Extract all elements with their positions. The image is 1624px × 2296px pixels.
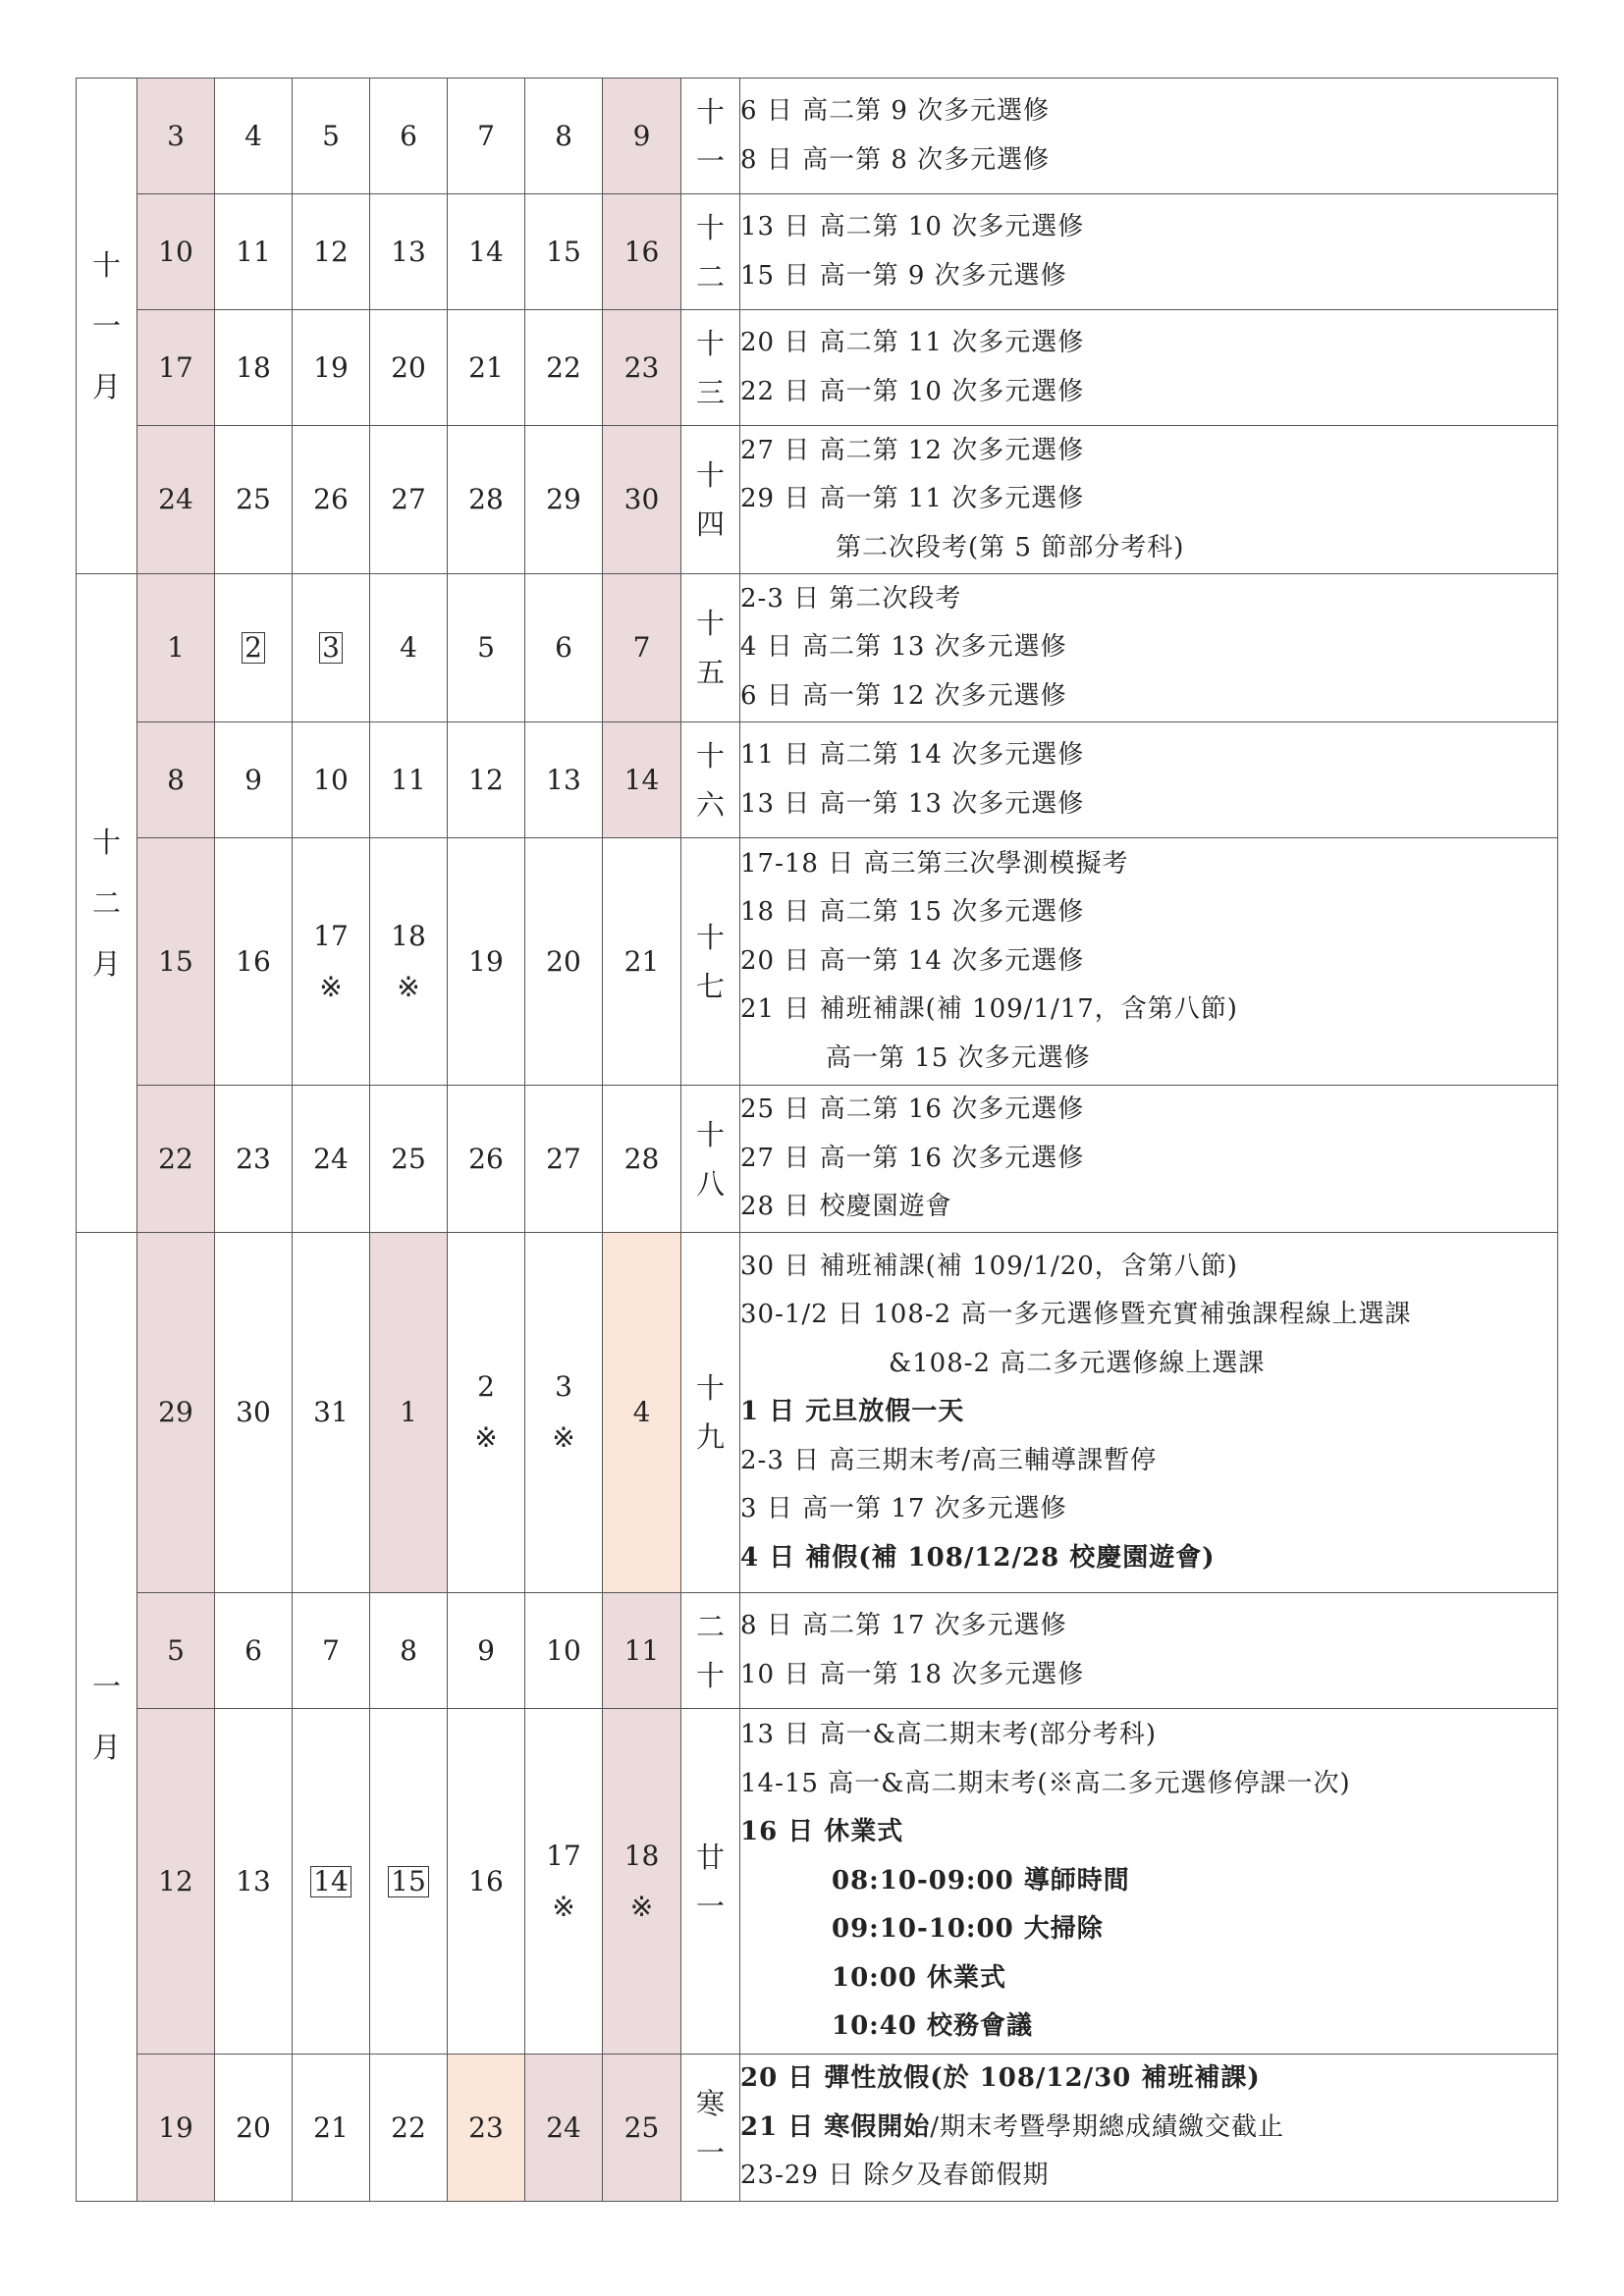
event-line: 20 日 高二第 11 次多元選修 — [740, 328, 1085, 357]
week-char: 寒 — [695, 2086, 725, 2120]
event-line: 8 日 高二第 17 次多元選修 — [740, 1611, 1067, 1640]
day-number: 17 — [546, 1839, 581, 1872]
week-row — [77, 2055, 1558, 2202]
day-cell — [448, 194, 525, 310]
event-line: 25 日 高二第 16 次多元選修 — [740, 1095, 1085, 1125]
reference-mark: ※ — [552, 1890, 575, 1923]
day-cell — [603, 194, 681, 310]
event-line: 18 日 高二第 15 次多元選修 — [740, 897, 1085, 928]
day-cell — [370, 1233, 448, 1593]
day-number: 14 — [310, 1866, 352, 1897]
event-line: 10:00 休業式 — [832, 1962, 1007, 1993]
event-line: 29 日 高一第 11 次多元選修 — [740, 484, 1085, 514]
event-line: 21 日 寒假開始/期末考暨學期總成績繳交截止 — [740, 2111, 1285, 2142]
day-number: 30 — [236, 1396, 271, 1428]
reference-mark: ※ — [629, 1890, 654, 1923]
day-cell — [370, 1593, 448, 1709]
day-cell — [448, 2055, 525, 2202]
day-cell — [525, 1593, 603, 1709]
day-cell — [448, 1233, 525, 1593]
day-cell — [525, 1086, 603, 1233]
day-cell — [370, 426, 448, 574]
day-cell — [603, 310, 681, 426]
day-number: 29 — [546, 483, 581, 515]
week-number — [681, 1233, 740, 1593]
week-char: 四 — [695, 507, 725, 541]
day-number: 22 — [158, 1142, 193, 1175]
day-number: 20 — [546, 944, 581, 978]
week-number — [681, 1709, 740, 2055]
month-char: 一 — [91, 309, 121, 343]
day-cell — [448, 310, 525, 426]
event-bold-part: 21 日 寒假開始 — [740, 2111, 931, 2142]
day-cell — [525, 310, 603, 426]
day-number: 28 — [468, 483, 504, 515]
day-cell — [525, 574, 603, 722]
month-char: 月 — [91, 370, 121, 403]
day-number: 20 — [236, 2110, 271, 2144]
day-cell — [215, 310, 293, 426]
week-number — [681, 838, 740, 1086]
day-number: 18 — [236, 350, 271, 384]
event-notes — [740, 1709, 1558, 2055]
day-number: 26 — [468, 1142, 504, 1175]
week-char: 十 — [695, 458, 725, 492]
event-notes — [740, 2055, 1558, 2202]
day-cell — [215, 194, 293, 310]
day-cell — [293, 1593, 370, 1709]
day-cell — [137, 722, 215, 838]
event-line: 15 日 高一第 9 次多元選修 — [740, 260, 1067, 291]
day-number: 16 — [468, 1864, 504, 1897]
day-cell — [137, 574, 215, 722]
day-cell — [215, 722, 293, 838]
day-number: 20 — [391, 350, 426, 384]
month-char: 十 — [91, 248, 121, 282]
day-cell — [603, 426, 681, 574]
day-cell — [525, 1233, 603, 1593]
event-line: 6 日 高二第 9 次多元選修 — [740, 96, 1051, 126]
day-cell — [370, 79, 448, 194]
day-number: 2 — [477, 1370, 495, 1403]
day-cell — [137, 1709, 215, 2055]
day-number: 9 — [244, 763, 262, 796]
event-line: 13 日 高一&高二期末考(部分考科) — [740, 1720, 1158, 1750]
day-cell — [370, 838, 448, 1086]
day-number: 24 — [546, 2110, 581, 2144]
day-number: 1 — [167, 631, 185, 664]
week-char: 二 — [695, 259, 725, 294]
event-line: 20 日 高一第 14 次多元選修 — [740, 945, 1085, 976]
event-notes — [740, 426, 1558, 574]
day-number: 6 — [400, 119, 417, 152]
day-number: 8 — [555, 119, 572, 152]
day-number: 11 — [391, 763, 426, 796]
event-line: 22 日 高一第 10 次多元選修 — [740, 376, 1085, 406]
day-cell — [525, 426, 603, 574]
day-number: 25 — [623, 2110, 660, 2144]
month-label — [77, 1233, 137, 2202]
week-char: 三 — [695, 375, 725, 409]
week-char: 九 — [695, 1420, 725, 1454]
day-cell — [293, 1233, 370, 1593]
day-number: 11 — [236, 235, 271, 268]
day-number: 23 — [236, 1142, 271, 1175]
week-char: 十 — [695, 1658, 725, 1692]
day-number: 5 — [322, 119, 340, 152]
day-number: 12 — [313, 235, 349, 268]
day-number: 21 — [468, 350, 504, 384]
day-cell — [293, 2055, 370, 2202]
event-notes — [740, 722, 1558, 838]
event-line: 27 日 高一第 16 次多元選修 — [740, 1143, 1085, 1173]
day-cell — [293, 79, 370, 194]
day-number: 19 — [313, 350, 349, 384]
day-number: 30 — [623, 483, 660, 515]
day-number: 12 — [158, 1864, 193, 1897]
day-cell — [603, 722, 681, 838]
day-number: 5 — [167, 1633, 185, 1667]
event-notes — [740, 194, 1558, 310]
day-number: 13 — [546, 763, 581, 796]
day-number: 4 — [632, 1396, 651, 1428]
week-row — [77, 1593, 1558, 1709]
day-number: 17 — [313, 919, 349, 952]
day-cell — [448, 574, 525, 722]
event-notes — [740, 1086, 1558, 1233]
event-line: 13 日 高二第 10 次多元選修 — [740, 212, 1085, 241]
event-line: 20 日 彈性放假(於 108/12/30 補班補課) — [740, 2063, 1261, 2094]
day-cell — [370, 310, 448, 426]
day-number: 3 — [555, 1370, 572, 1403]
day-cell — [293, 838, 370, 1086]
day-cell — [215, 2055, 293, 2202]
event-line: 30-1/2 日 108-2 高一多元選修暨充實補強課程線上選課 — [740, 1300, 1412, 1330]
event-line: 17-18 日 高三第三次學測模擬考 — [740, 848, 1129, 879]
day-cell — [215, 574, 293, 722]
day-cell — [293, 310, 370, 426]
event-notes — [740, 1593, 1558, 1709]
day-cell — [603, 574, 681, 722]
day-cell — [448, 426, 525, 574]
day-cell — [370, 722, 448, 838]
day-cell — [215, 1086, 293, 1233]
event-line: 10:40 校務會議 — [832, 2011, 1034, 2042]
day-cell — [448, 838, 525, 1086]
week-char: 十 — [695, 94, 725, 129]
day-cell — [370, 574, 448, 722]
event-line: 13 日 高一第 13 次多元選修 — [740, 788, 1085, 819]
week-row — [77, 194, 1558, 310]
day-cell — [525, 194, 603, 310]
day-number: 29 — [158, 1396, 193, 1428]
day-number: 21 — [623, 944, 660, 978]
day-cell — [293, 426, 370, 574]
day-number: 18 — [391, 919, 426, 952]
event-line: 30 日 補班補課(補 109/1/20，含第八節) — [740, 1251, 1238, 1281]
week-char: 五 — [695, 656, 725, 689]
event-line: 23-29 日 除夕及春節假期 — [740, 2161, 1050, 2191]
week-row — [77, 1233, 1558, 1593]
school-calendar-table — [76, 78, 1558, 2202]
day-cell — [370, 1709, 448, 2055]
day-cell — [293, 722, 370, 838]
event-line: 4 日 補假(補 108/12/28 校慶園遊會) — [740, 1542, 1216, 1573]
day-cell — [137, 194, 215, 310]
day-cell — [448, 1086, 525, 1233]
day-cell — [603, 1593, 681, 1709]
event-line: 6 日 高一第 12 次多元選修 — [740, 680, 1067, 711]
day-number: 24 — [158, 483, 193, 515]
week-number — [681, 426, 740, 574]
day-number: 15 — [388, 1866, 429, 1897]
event-line: 2-3 日 第二次段考 — [740, 583, 962, 614]
day-number: 10 — [546, 1633, 581, 1667]
event-line: 27 日 高二第 12 次多元選修 — [740, 435, 1085, 465]
event-notes — [740, 574, 1558, 722]
week-number — [681, 79, 740, 194]
event-line: 09:10-10:00 大掃除 — [832, 1914, 1104, 1945]
day-number: 14 — [623, 763, 660, 796]
day-cell — [215, 1593, 293, 1709]
day-cell — [137, 1593, 215, 1709]
day-number: 4 — [244, 119, 262, 152]
day-number: 15 — [546, 235, 581, 268]
day-number: 9 — [477, 1633, 495, 1667]
day-number: 23 — [623, 350, 660, 384]
day-number: 6 — [555, 631, 572, 664]
month-label — [77, 574, 137, 1233]
day-cell — [448, 1709, 525, 2055]
day-number: 25 — [391, 1142, 426, 1175]
week-char: 十 — [695, 1117, 725, 1151]
week-char: 十 — [695, 1371, 725, 1405]
day-cell — [293, 1709, 370, 2055]
week-char: 一 — [695, 143, 725, 178]
day-cell — [603, 1233, 681, 1593]
event-line: 08:10-09:00 導師時間 — [832, 1865, 1130, 1896]
day-cell — [525, 838, 603, 1086]
day-number: 12 — [468, 763, 504, 796]
day-cell — [293, 194, 370, 310]
day-number: 4 — [400, 631, 417, 664]
week-char: 十 — [695, 920, 725, 954]
week-char: 一 — [695, 2135, 725, 2169]
event-line: 28 日 校慶園遊會 — [740, 1192, 952, 1222]
week-number — [681, 1086, 740, 1233]
day-cell — [215, 838, 293, 1086]
week-row — [77, 79, 1558, 194]
event-line: 4 日 高二第 13 次多元選修 — [740, 632, 1067, 663]
day-number: 3 — [319, 632, 343, 664]
day-number: 7 — [477, 119, 495, 152]
day-cell — [525, 1709, 603, 2055]
day-number: 8 — [167, 763, 185, 796]
week-number — [681, 2055, 740, 2202]
event-line: 高一第 15 次多元選修 — [826, 1042, 1091, 1073]
reference-mark: ※ — [319, 970, 343, 1003]
month-char: 一 — [91, 1670, 121, 1703]
week-number — [681, 722, 740, 838]
day-number: 28 — [623, 1142, 660, 1175]
month-char: 十 — [91, 826, 121, 859]
day-number: 13 — [236, 1864, 271, 1897]
day-cell — [370, 1086, 448, 1233]
day-number: 27 — [546, 1142, 581, 1175]
event-line: 第二次段考(第 5 節部分考科) — [836, 532, 1185, 562]
event-notes — [740, 1233, 1558, 1593]
event-line: 16 日 休業式 — [740, 1817, 904, 1847]
day-cell — [448, 722, 525, 838]
week-char: 十 — [695, 607, 725, 640]
day-number: 22 — [391, 2110, 426, 2144]
week-char: 十 — [695, 210, 725, 244]
reference-mark: ※ — [552, 1421, 575, 1454]
day-cell — [603, 2055, 681, 2202]
day-number: 18 — [623, 1839, 660, 1872]
event-line: 8 日 高一第 8 次多元選修 — [740, 144, 1051, 175]
day-cell — [370, 194, 448, 310]
day-number: 23 — [468, 2110, 504, 2144]
event-line: 10 日 高一第 18 次多元選修 — [740, 1659, 1085, 1689]
week-char: 七 — [695, 969, 725, 1003]
event-notes — [740, 79, 1558, 194]
day-cell — [293, 1086, 370, 1233]
week-row — [77, 1709, 1558, 2055]
day-cell — [448, 79, 525, 194]
month-char: 月 — [91, 947, 121, 981]
event-notes — [740, 838, 1558, 1086]
event-line: 2-3 日 高三期末考/高三輔導課暫停 — [740, 1445, 1158, 1475]
month-label — [77, 79, 137, 574]
day-cell — [215, 1233, 293, 1593]
day-number: 24 — [313, 1142, 349, 1175]
day-number: 22 — [546, 350, 581, 384]
event-line: &108-2 高二多元選修線上選課 — [889, 1348, 1266, 1378]
day-number: 2 — [242, 632, 265, 664]
day-cell — [603, 1709, 681, 2055]
day-cell — [137, 1086, 215, 1233]
day-number: 7 — [632, 631, 651, 664]
week-char: 八 — [695, 1166, 725, 1201]
day-cell — [603, 838, 681, 1086]
day-number: 5 — [477, 631, 495, 664]
week-char: 十 — [695, 738, 725, 773]
day-number: 9 — [632, 119, 651, 152]
day-number: 1 — [400, 1396, 417, 1428]
day-cell — [603, 1086, 681, 1233]
day-number: 8 — [400, 1633, 417, 1667]
week-char: 廿 — [695, 1840, 725, 1874]
day-number: 17 — [158, 350, 193, 384]
week-row — [77, 722, 1558, 838]
day-cell — [137, 838, 215, 1086]
week-number — [681, 574, 740, 722]
week-char: 一 — [695, 1889, 725, 1923]
day-number: 19 — [158, 2110, 193, 2144]
event-line: 11 日 高二第 14 次多元選修 — [740, 740, 1085, 770]
day-cell — [525, 722, 603, 838]
event-line: 3 日 高一第 17 次多元選修 — [740, 1494, 1067, 1524]
day-number: 26 — [313, 483, 349, 515]
week-char: 十 — [695, 326, 725, 360]
day-cell — [293, 574, 370, 722]
day-cell — [525, 79, 603, 194]
day-number: 14 — [468, 235, 504, 268]
day-cell — [137, 426, 215, 574]
event-notes — [740, 310, 1558, 426]
day-number: 27 — [391, 483, 426, 515]
day-number: 3 — [167, 119, 185, 152]
day-number: 6 — [244, 1633, 262, 1667]
day-number: 16 — [623, 235, 660, 268]
day-cell — [370, 2055, 448, 2202]
day-number: 13 — [391, 235, 426, 268]
week-number — [681, 1593, 740, 1709]
week-char: 六 — [695, 787, 725, 822]
day-cell — [525, 2055, 603, 2202]
month-char: 二 — [91, 886, 121, 920]
week-row — [77, 1086, 1558, 1233]
day-number: 16 — [236, 944, 271, 978]
day-cell — [215, 1709, 293, 2055]
day-cell — [137, 310, 215, 426]
day-cell — [137, 1233, 215, 1593]
day-number: 10 — [313, 763, 349, 796]
day-number: 7 — [322, 1633, 340, 1667]
day-cell — [448, 1593, 525, 1709]
day-cell — [137, 79, 215, 194]
reference-mark: ※ — [474, 1421, 498, 1454]
week-row — [77, 426, 1558, 574]
week-number — [681, 194, 740, 310]
week-number — [681, 310, 740, 426]
day-cell — [215, 426, 293, 574]
event-line: 1 日 元旦放假一天 — [740, 1397, 965, 1427]
day-number: 19 — [468, 944, 504, 978]
day-number: 10 — [158, 235, 193, 268]
week-row — [77, 310, 1558, 426]
day-cell — [603, 79, 681, 194]
day-number: 15 — [158, 944, 193, 978]
week-row — [77, 838, 1558, 1086]
day-number: 11 — [623, 1633, 660, 1667]
day-cell — [215, 79, 293, 194]
day-cell — [137, 2055, 215, 2202]
day-number: 21 — [313, 2110, 349, 2144]
calendar-body — [77, 79, 1558, 2202]
reference-mark: ※ — [397, 970, 420, 1003]
day-number: 25 — [236, 483, 271, 515]
event-line: 14-15 高一&高二期末考(※高二多元選修停課一次) — [740, 1768, 1351, 1798]
day-number: 31 — [313, 1396, 349, 1428]
week-row — [77, 574, 1558, 722]
month-char: 月 — [91, 1731, 121, 1764]
event-line: 21 日 補班補課(補 109/1/17，含第八節) — [740, 994, 1238, 1025]
week-char: 二 — [695, 1609, 725, 1643]
